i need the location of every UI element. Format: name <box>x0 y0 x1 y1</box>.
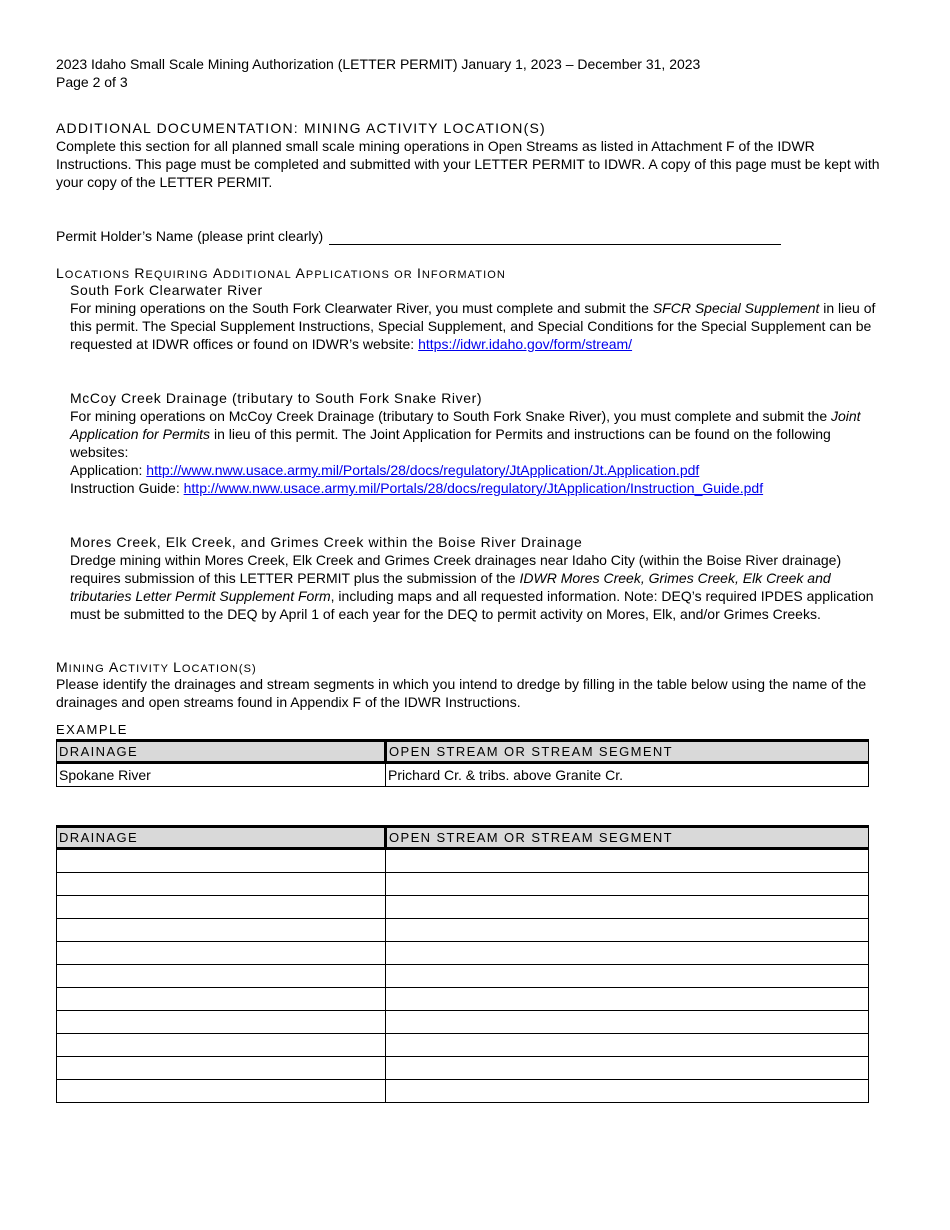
table-row <box>57 1057 869 1080</box>
segment-input-cell[interactable] <box>386 1034 869 1057</box>
example-drainage-cell: Spokane River <box>57 763 386 787</box>
segment-input-cell[interactable] <box>386 1011 869 1034</box>
drainage-input-cell[interactable] <box>57 849 386 873</box>
permit-holder-name-field[interactable] <box>329 230 781 245</box>
drainage-input-cell[interactable] <box>57 873 386 896</box>
table-row <box>57 896 869 919</box>
drainage-input-cell[interactable] <box>57 919 386 942</box>
segment-input-cell[interactable] <box>386 942 869 965</box>
permit-holder-label: Permit Holder’s Name (please print clearly) <box>56 228 324 244</box>
segment-column-header: OPEN STREAM OR STREAM SEGMENT <box>386 827 869 849</box>
example-row <box>57 763 869 787</box>
table-row <box>57 942 869 965</box>
drainage-input-cell[interactable] <box>57 1034 386 1057</box>
page-number: Page 2 of 3 <box>56 74 128 90</box>
header-title: 2023 Idaho Small Scale Mining Authorization (LETTER PERMIT) January 1, 2023 – December 31, 2023 <box>56 56 701 72</box>
drainage-input-cell[interactable] <box>57 942 386 965</box>
sfcr-title: South Fork Clearwater River <box>70 282 263 298</box>
drainage-entry-table <box>56 825 869 1103</box>
example-segment-header: OPEN STREAM OR STREAM SEGMENT <box>386 741 869 763</box>
entry-header-row <box>57 827 869 849</box>
sfcr-body: For mining operations on the South Fork Clearwater River, you must complete and submit the SFCR Special Supplement in lieu of this permit. The Special Supplement Instructions, Special Supplement, and Special Conditions for the Special Supplement can be requested at IDWR offices or found on IDWR’s website: https://idwr.idaho.gov/form/stream/ <box>70 300 876 352</box>
table-row <box>57 988 869 1011</box>
example-table <box>56 739 869 787</box>
drainage-input-cell[interactable] <box>57 896 386 919</box>
segment-input-cell[interactable] <box>386 988 869 1011</box>
mccoy-guide-line: Instruction Guide: http://www.nww.usace.army.mil/Portals/28/docs/regulatory/JtApplication/Instruction_Guide.pdf <box>70 480 764 496</box>
table-row <box>57 1011 869 1034</box>
segment-input-cell[interactable] <box>386 1057 869 1080</box>
mccoy-title: McCoy Creek Drainage (tributary to South Fork Snake River) <box>70 390 483 406</box>
mores-body: Dredge mining within Mores Creek, Elk Creek and Grimes Creek drainages near Idaho City (within the Boise River drainage) requires submission of this LETTER PERMIT plus the submission of the IDWR Mores Creek, Grimes Creek, Elk Creek and tributaries Letter Permit Supplement Form, including maps and all requested information. Note: DEQ’s required IPDES application must be submitted to the DEQ by April 1 of each year for the DEQ to permit activity on Mores, Elk, and/or Grimes Creeks. <box>70 552 874 622</box>
sfcr-block <box>70 281 888 353</box>
table-row <box>57 919 869 942</box>
example-header-row <box>57 741 869 763</box>
example-label: EXAMPLE <box>56 722 128 737</box>
document-page <box>56 55 888 1103</box>
permit-holder-row <box>56 227 888 245</box>
drainage-input-cell[interactable] <box>57 1057 386 1080</box>
mores-title: Mores Creek, Elk Creek, and Grimes Creek within the Boise River Drainage <box>70 534 583 550</box>
instruction-guide-link[interactable]: http://www.nww.usace.army.mil/Portals/28/docs/regulatory/JtApplication/Instruction_Guide.pdf <box>183 480 764 496</box>
additional-documentation-body: Complete this section for all planned small scale mining operations in Open Streams as listed in Attachment F of the IDWR Instructions. This page must be completed and submitted with your LETTER PERMIT to IDWR. A copy of this page must be kept with your copy of the LETTER PERMIT. <box>56 138 880 190</box>
entry-rows <box>57 849 869 1103</box>
page-header <box>56 55 888 91</box>
mccoy-body: For mining operations on McCoy Creek Drainage (tributary to South Fork Snake River), you must complete and submit the Joint Application for Permits in lieu of this permit. The Joint Application for Permits and instructions can be found on the following websites: <box>70 408 861 460</box>
drainage-input-cell[interactable] <box>57 988 386 1011</box>
segment-input-cell[interactable] <box>386 896 869 919</box>
application-link[interactable]: http://www.nww.usace.army.mil/Portals/28/docs/regulatory/JtApplication/Jt.Application.pdf <box>146 462 700 478</box>
table-row <box>57 849 869 873</box>
example-drainage-header: DRAINAGE <box>57 741 386 763</box>
locations-section-title: LOCATIONS REQUIRING ADDITIONAL APPLICATIONS OR INFORMATION <box>56 265 506 281</box>
table-row <box>57 1080 869 1103</box>
segment-input-cell[interactable] <box>386 1080 869 1103</box>
drainage-input-cell[interactable] <box>57 1011 386 1034</box>
segment-input-cell[interactable] <box>386 965 869 988</box>
drainage-input-cell[interactable] <box>57 1080 386 1103</box>
mores-block <box>70 533 888 623</box>
mining-activity-title: MINING ACTIVITY LOCATION(S) <box>56 659 257 675</box>
drainage-input-cell[interactable] <box>57 965 386 988</box>
sfcr-website-link[interactable]: https://idwr.idaho.gov/form/stream/ <box>418 336 633 352</box>
drainage-column-header: DRAINAGE <box>57 827 386 849</box>
table-row <box>57 1034 869 1057</box>
segment-input-cell[interactable] <box>386 873 869 896</box>
table-row <box>57 965 869 988</box>
mccoy-application-line: Application: http://www.nww.usace.army.mil/Portals/28/docs/regulatory/JtApplication/Jt.Application.pdf <box>70 462 700 478</box>
additional-documentation-title: ADDITIONAL DOCUMENTATION: MINING ACTIVITY LOCATION(S) <box>56 120 546 136</box>
mining-activity-body: Please identify the drainages and stream segments in which you intend to dredge by filling in the table below using the name of the drainages and open streams found in Appendix F of the IDWR Instructions. <box>56 676 867 710</box>
segment-input-cell[interactable] <box>386 919 869 942</box>
segment-input-cell[interactable] <box>386 849 869 873</box>
table-row <box>57 873 869 896</box>
example-segment-cell: Prichard Cr. & tribs. above Granite Cr. <box>386 763 869 787</box>
mccoy-block <box>70 389 888 497</box>
